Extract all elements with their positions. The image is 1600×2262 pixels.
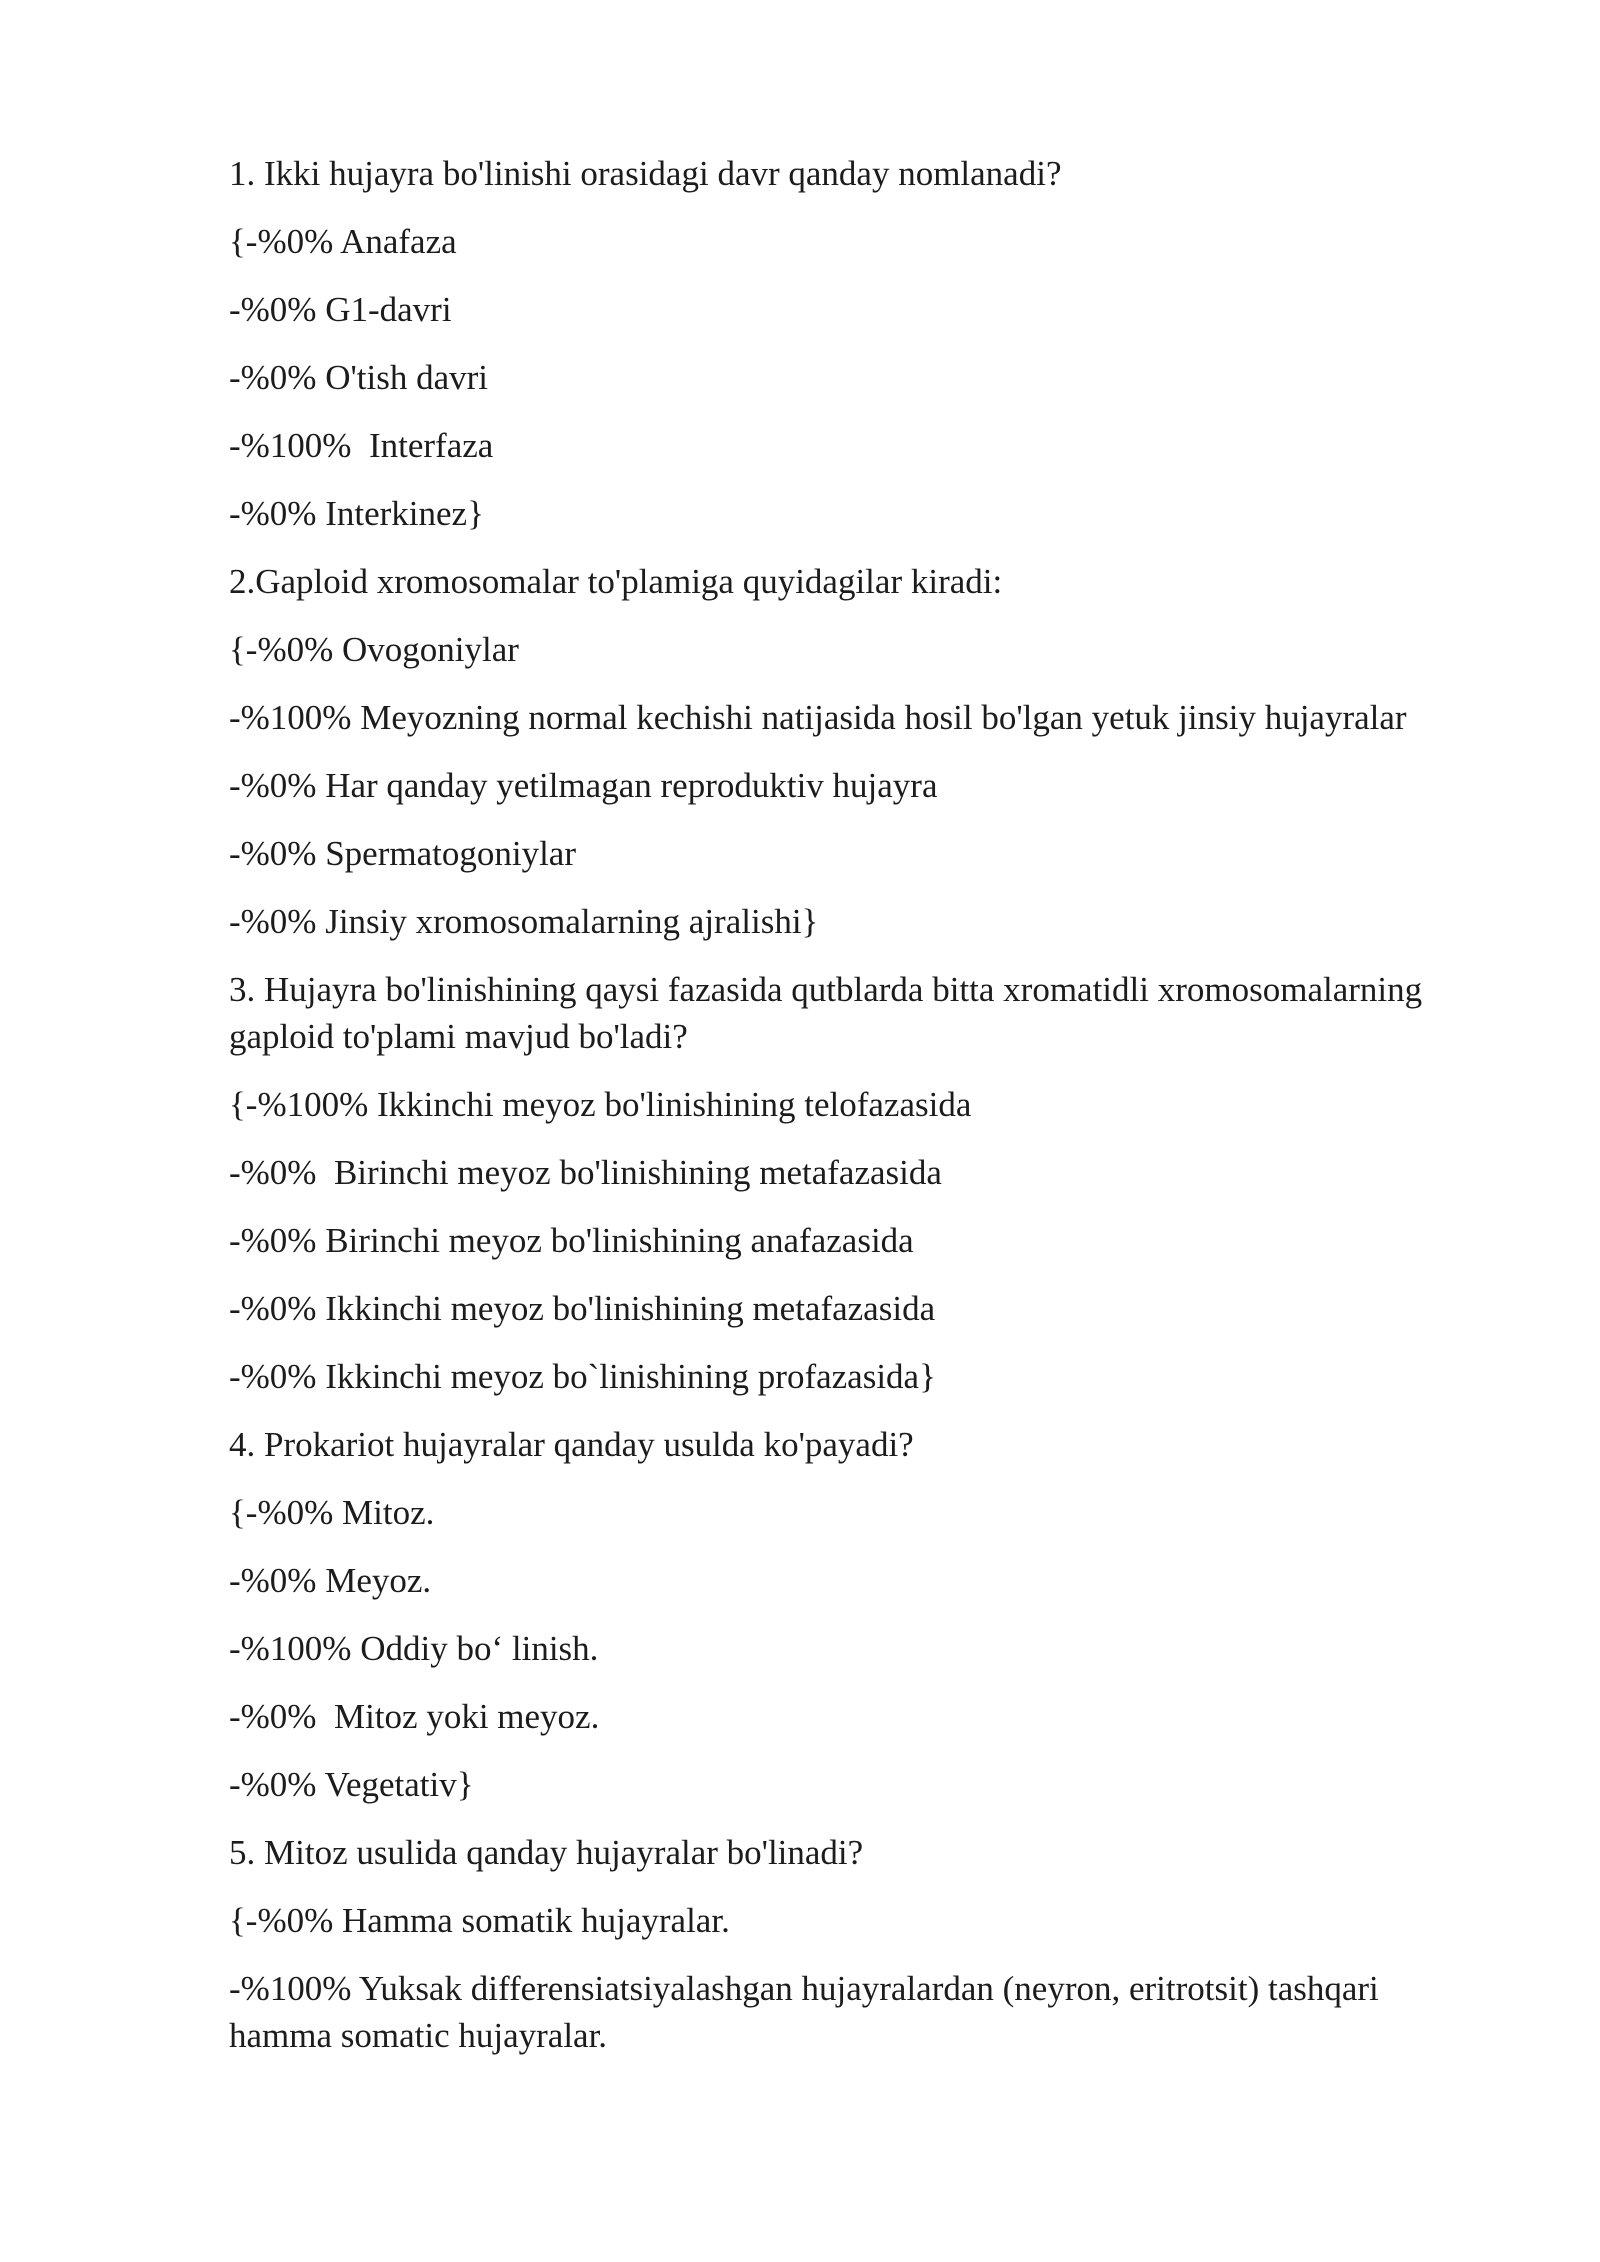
answer-option: -%0% Spermatogoniylar xyxy=(229,834,576,873)
answer-option: {-%0% Hamma somatik hujayralar. xyxy=(229,1901,730,1940)
answer-option: -%100% Oddiy bo‘ linish. xyxy=(229,1629,599,1668)
answer-option: {-%0% Mitoz. xyxy=(229,1493,435,1532)
answer-option: -%0% Ikkinchi meyoz bo'linishining metafazasida xyxy=(229,1289,936,1328)
answer-option: -%0% Vegetativ} xyxy=(229,1765,474,1804)
answer-option: {-%100% Ikkinchi meyoz bo'linishining telofazasida xyxy=(229,1085,972,1124)
answer-option: -%0% Meyoz. xyxy=(229,1561,432,1600)
answer-option: -%0% G1-davri xyxy=(229,290,452,329)
answer-option: -%0% Mitoz yoki meyoz. xyxy=(229,1697,600,1736)
question-2: 2.Gaploid xromosomalar to'plamiga quyidagilar kiradi: xyxy=(229,562,1003,601)
answer-option: -%100% Yuksak differensiatsiyalashgan hujayralardan (neyron, eritrotsit) tashqari hamma somatic hujayralar. xyxy=(229,1969,1388,2055)
answer-option: -%0% Har qanday yetilmagan reproduktiv hujayra xyxy=(229,766,938,805)
question-3: 3. Hujayra bo'linishining qaysi fazasida qutblarda bitta xromatidli xromosomalarning gaploid to'plami mavjud bo'ladi? xyxy=(229,970,1431,1056)
answer-option: -%100% Meyozning normal kechishi natijasida hosil bo'lgan yetuk jinsiy hujayralar xyxy=(229,698,1407,737)
question-1: 1. Ikki hujayra bo'linishi orasidagi davr qanday nomlanadi? xyxy=(229,154,1062,193)
question-4: 4. Prokariot hujayralar qanday usulda ko'payadi? xyxy=(229,1425,914,1464)
answer-option: -%100% Interfaza xyxy=(229,426,494,465)
question-5: 5. Mitoz usulida qanday hujayralar bo'linadi? xyxy=(229,1833,864,1872)
answer-option: -%0% Interkinez} xyxy=(229,494,484,533)
answer-option: {-%0% Anafaza xyxy=(229,222,457,261)
answer-option: {-%0% Ovogoniylar xyxy=(229,630,519,669)
answer-option: -%0% O'tish davri xyxy=(229,358,489,397)
answer-option: -%0% Birinchi meyoz bo'linishining anafazasida xyxy=(229,1221,914,1260)
answer-option: -%0% Birinchi meyoz bo'linishining metafazasida xyxy=(229,1153,942,1192)
answer-option: -%0% Jinsiy xromosomalarning ajralishi} xyxy=(229,902,819,941)
document-body xyxy=(229,150,1479,2080)
answer-option: -%0% Ikkinchi meyoz bo`linishining profazasida} xyxy=(229,1357,936,1396)
